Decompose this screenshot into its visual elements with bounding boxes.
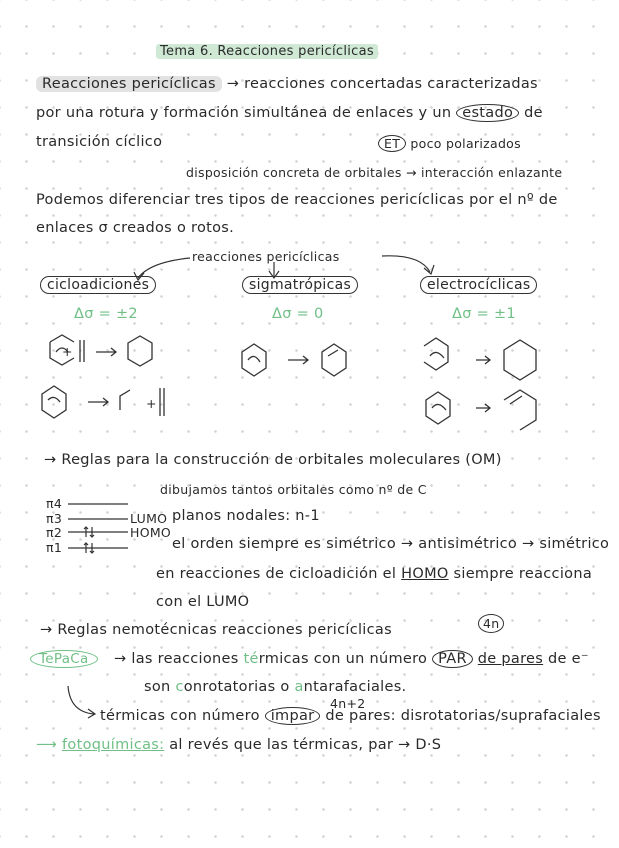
diagram-root: reacciones pericíclicas bbox=[192, 249, 340, 264]
orbital-pi4: π4 bbox=[46, 496, 63, 511]
homo-label: HOMO bbox=[130, 525, 172, 540]
letter-a: a bbox=[294, 679, 304, 695]
mnemonic-line3-pre: térmicas con número bbox=[100, 708, 260, 724]
mnemonic-line-3 bbox=[100, 708, 601, 724]
mnemonic-rmicas: rmicas con un número bbox=[258, 651, 428, 667]
intro-line-3: transición cíclico bbox=[36, 134, 163, 150]
intro-term: Reacciones pericíclicas bbox=[36, 76, 222, 92]
letter-c: c bbox=[175, 679, 184, 695]
mnemonic-heading: → Reglas nemotécnicas reacciones pericíclicas bbox=[40, 622, 392, 638]
dibujamos-line: dibujamos tantos orbitales como nº de C bbox=[160, 482, 427, 497]
branch-name-sigmatropicas: sigmatrópicas bbox=[242, 276, 358, 294]
branch-name-cicloadiciones: cicloadiciones bbox=[40, 276, 156, 294]
tepaca-label: TePaCa bbox=[30, 650, 98, 668]
disposicion-line: disposición concreta de orbitales → interacción enlazante bbox=[186, 165, 563, 180]
orden-line: el orden siempre es simétrico → antisimétrico → simétrico bbox=[172, 536, 610, 552]
cicloadicion-pre: en reacciones de cicloadición el bbox=[156, 566, 397, 582]
fotoquimicas-rest: al revés que las térmicas, par → D·S bbox=[169, 737, 442, 753]
mnemonic-line2-pre: son bbox=[144, 679, 171, 695]
types-line-1: Podemos diferenciar tres tipos de reacciones pericíclicas por el nº de bbox=[36, 192, 558, 208]
mnemonic-line1-pre: las reacciones bbox=[131, 651, 239, 667]
orbital-pi2: π2 bbox=[46, 525, 63, 540]
estado-word: estado bbox=[456, 104, 519, 122]
branch-name-electrociclicas: electrocíclicas bbox=[420, 276, 537, 294]
de-pares: de pares bbox=[477, 651, 544, 667]
plus-sign-2: + bbox=[146, 396, 157, 411]
mnemonic-onrotatorias: onrotatorias o bbox=[183, 679, 290, 695]
mnemonic-line-4: ⟶ fotoquímicas: al revés que las térmicas, par → D·S bbox=[36, 737, 442, 753]
et-badge: ET bbox=[378, 135, 406, 152]
delta-electrociclicas: Δσ = ±1 bbox=[452, 306, 516, 322]
lumo-label: LUMO bbox=[130, 511, 168, 526]
rules-heading: → Reglas para la construcción de orbitales moleculares (OM) bbox=[44, 452, 502, 468]
intro-line1-rest: reacciones concertadas caracterizadas bbox=[244, 76, 538, 92]
mnemonic-line3-post: de pares: disrotatorias/suprafaciales bbox=[325, 708, 601, 724]
mnemonic-arrow: → bbox=[114, 651, 127, 667]
page-title: Tema 6. Reacciones pericíclicas bbox=[156, 44, 378, 59]
intro-arrow: → bbox=[226, 76, 240, 92]
letter-te: té bbox=[243, 651, 259, 667]
fotoquimicas-word: fotoquímicas: bbox=[62, 737, 165, 753]
types-line-2: enlaces σ creados o rotos. bbox=[36, 220, 235, 236]
par-word: PAR bbox=[432, 650, 473, 668]
homo-word: HOMO bbox=[401, 566, 449, 582]
intro-line2-text: por una rotura y formación simultánea de enlaces y un bbox=[36, 105, 452, 121]
plus-sign-1: + bbox=[62, 344, 73, 359]
intro-de: de bbox=[524, 105, 543, 121]
con-lumo-line: con el LUMO bbox=[156, 594, 250, 610]
planos-line: planos nodales: n-1 bbox=[172, 508, 320, 524]
impar-word: impar bbox=[265, 707, 321, 725]
orbital-pi1: π1 bbox=[46, 540, 63, 555]
poco-polarizados: poco polarizados bbox=[410, 136, 521, 151]
delta-cicloadiciones: Δσ = ±2 bbox=[74, 306, 138, 322]
label-4n-plus-2: 4n+2 bbox=[330, 696, 366, 711]
mnemonic-ntarafaciales: ntarafaciales. bbox=[303, 679, 407, 695]
orbital-pi3: π3 bbox=[46, 511, 63, 526]
delta-sigmatropicas: Δσ = 0 bbox=[272, 306, 324, 322]
cicloadicion-post: siempre reacciona bbox=[453, 566, 593, 582]
de-electrons: de e⁻ bbox=[548, 651, 589, 667]
badge-4n: 4n bbox=[478, 614, 504, 633]
